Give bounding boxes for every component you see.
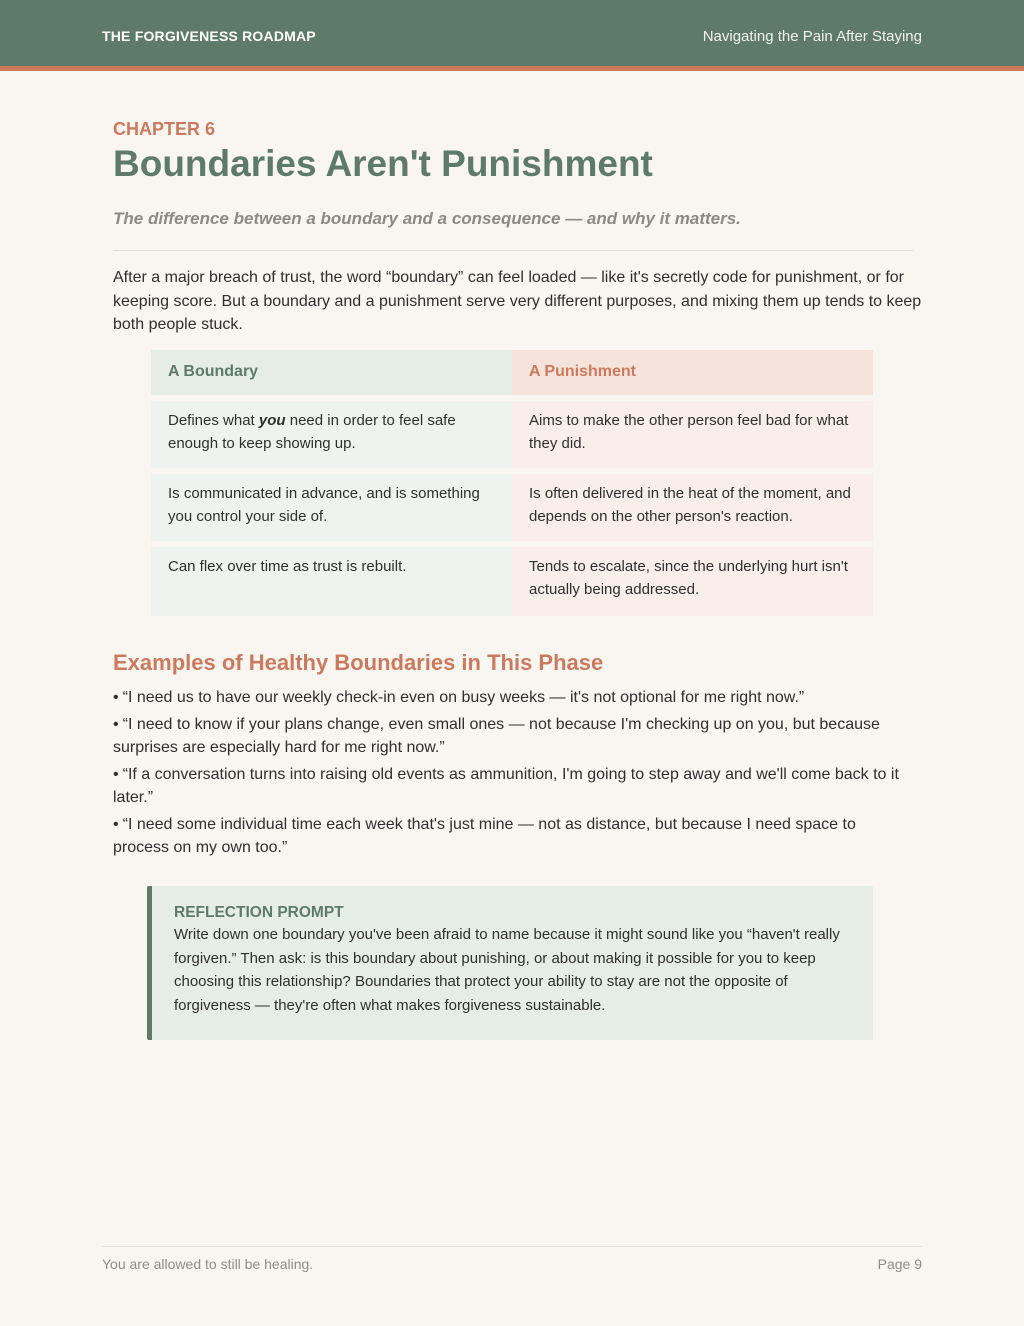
book-subtitle: Navigating the Pain After Staying	[702, 28, 922, 45]
list-item-text: “I need us to have our weekly check-in even on busy weeks — it's not optional for me right now.”	[122, 689, 805, 706]
intro-paragraph: After a major breach of trust, the word “boundary” can feel loaded — like it's secretly code for punishment, or for keeping score. But a boundary and a punishment serve very different purposes, and mixing them up tends to keep both people stuck.	[113, 269, 922, 333]
chapter-title: Boundaries Aren't Punishment	[113, 143, 653, 184]
column-header-punishment: A Punishment	[512, 350, 873, 395]
page-header	[0, 0, 1024, 71]
reflection-title: REFLECTION PROMPT	[174, 904, 344, 921]
list-item	[113, 763, 913, 810]
table-cell-boundary	[151, 401, 512, 468]
table-cell-punishment: Tends to escalate, since the underlying hurt isn't actually being addressed.	[512, 547, 873, 616]
table-cell-boundary: Is communicated in advance, and is something you control your side of.	[151, 474, 512, 541]
list-item	[113, 686, 913, 710]
list-item-text: “If a conversation turns into raising old events as ammunition, I'm going to step away and we'll come back to it later.”	[113, 765, 899, 806]
bullet: •	[113, 815, 119, 833]
list-item-text: “I need some individual time each week that's just mine — not as distance, but because I need space to process on my own too.”	[113, 815, 856, 856]
table-cell-punishment: Aims to make the other person feel bad for what they did.	[512, 401, 873, 468]
table-cell-punishment: Is often delivered in the heat of the moment, and depends on the other person's reaction.	[512, 474, 873, 541]
page-number: Page 9	[877, 1256, 922, 1272]
bullet: •	[113, 715, 119, 733]
bullet: •	[113, 765, 119, 783]
table-row	[151, 474, 873, 541]
cell-text: need in order to feel safe enough to keep showing up.	[168, 412, 456, 452]
emphasis-text: you	[258, 412, 286, 429]
list-item	[113, 713, 913, 760]
table-row	[151, 547, 873, 616]
column-header-boundary: A Boundary	[151, 350, 512, 395]
chapter-label: CHAPTER 6	[113, 119, 216, 139]
footer-note: You are allowed to still be healing.	[102, 1256, 314, 1272]
table-row	[151, 401, 873, 468]
cell-text: Defines what	[168, 412, 259, 429]
reflection-body: Write down one boundary you've been afraid to name because it might sound like you “haven't really forgiven.” Then ask: is this boundary about punishing, or about making it possible for you to keep choosing this relationship? Boundaries that protect your ability to stay are not the opposite of forgiveness — they're often what makes forgiveness sustainable.	[174, 926, 840, 1014]
table-cell-boundary: Can flex over time as trust is rebuilt.	[151, 547, 512, 616]
divider	[113, 250, 913, 251]
footer-divider	[102, 1246, 922, 1247]
reflection-prompt	[147, 886, 873, 1040]
list-item-text: “I need to know if your plans change, even small ones — not because I'm checking up on you, but because surprises are especially hard for me right now.”	[113, 715, 880, 756]
list-item	[113, 813, 913, 860]
comparison-table	[151, 350, 873, 616]
examples-heading: Examples of Healthy Boundaries in This Phase	[113, 650, 604, 675]
table-header	[151, 350, 873, 395]
book-title: THE FORGIVENESS ROADMAP	[102, 28, 316, 44]
examples-list	[113, 686, 913, 863]
chapter-tagline: The difference between a boundary and a consequence — and why it matters.	[113, 209, 741, 228]
bullet: •	[113, 689, 119, 706]
